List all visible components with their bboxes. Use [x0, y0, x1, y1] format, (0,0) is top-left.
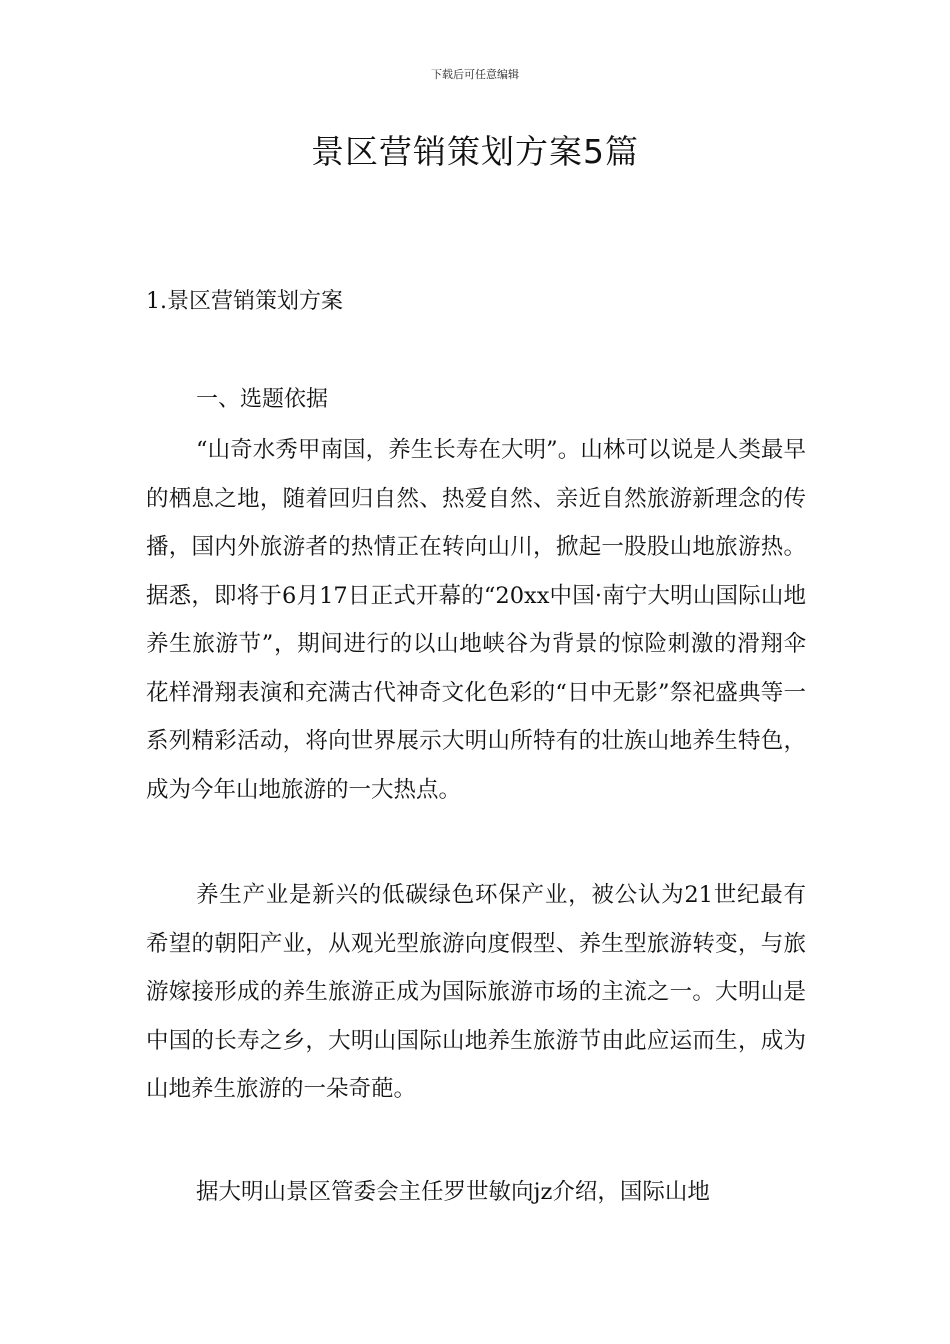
header-note: 下载后可任意编辑: [431, 68, 519, 81]
body-paragraph: 据大明山景区管委会主任罗世敏向jz介绍，国际山地: [196, 1179, 710, 1205]
subsection-heading: 一、选题依据: [196, 387, 329, 412]
body-paragraph: 养生产业是新兴的低碳绿色环保产业，被公认为21世纪最有希望的朝阳产业，从观光型旅游向度假型、养生型旅游转变，与旅游嫁接形成的养生旅游正成为国际旅游市场的主流之一。大明山是中国的长寿之乡，大明山国际山地养生旅游节由此应运而生，成为山地养生旅游的一朵奇葩。: [146, 882, 806, 1102]
section-heading: 1.景区营销策划方案: [146, 289, 343, 314]
body-paragraph: “山奇水秀甲南国，养生长寿在大明”。山林可以说是人类最早的栖息之地，随着回归自然、热爱自然、亲近自然旅游新理念的传播，国内外旅游者的热情正在转向山川，掀起一股股山地旅游热。据悉，即将于6月17日正式开幕的“20xx中国·南宁大明山国际山地养生旅游节”，期间进行的以山地峡谷为背景的惊险刺激的滑翔伞花样滑翔表演和充满古代神奇文化色彩的“日中无影”祭祀盛典等一系列精彩活动，将向世界展示大明山所特有的壮族山地养生特色，成为今年山地旅游的一大热点。: [146, 437, 806, 803]
document-title: 景区营销策划方案5篇: [311, 132, 639, 171]
